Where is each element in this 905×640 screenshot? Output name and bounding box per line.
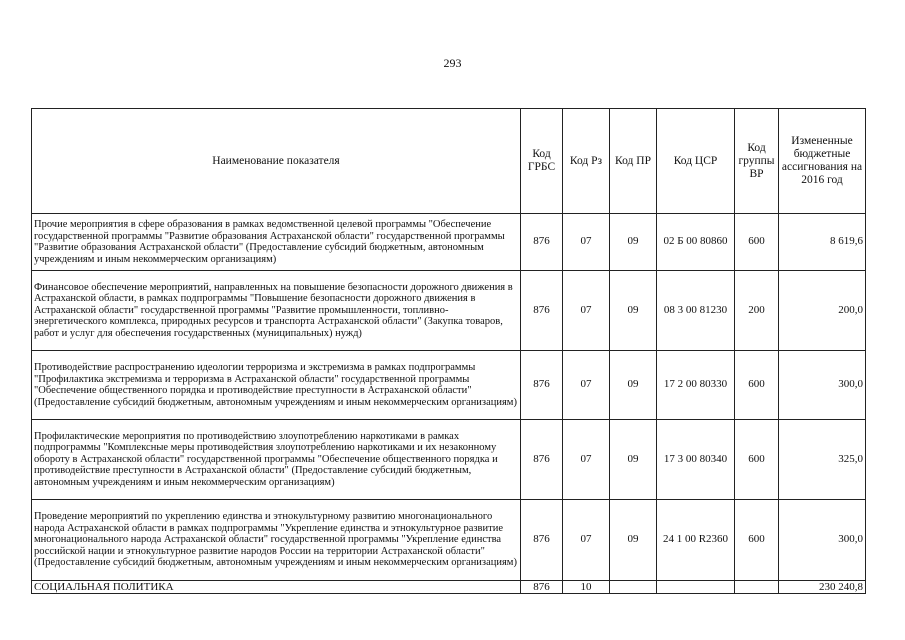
row-vr: 600 <box>735 500 779 581</box>
row-grbs: 876 <box>521 214 563 271</box>
row-name: Профилактические мероприятия по противодействию злоупотреблению наркотиками в рамках подпрограммы "Комплексные меры противодействия злоупотреблению наркотиками и их незаконному обороту в Астраханской области" государственной программы "Обеспечение общественного порядка и противодействие преступности в Астраханской области" (Предоставление субсидий бюджетным, автономным учреждениям и иным некоммерческим организациям) <box>32 420 521 500</box>
row-name: Противодействие распространению идеологии терроризма и экстремизма в рамках подпрограммы "Профилактика экстремизма и терроризма в Астраханской области" государственной программы "Обеспечение общественного порядка и противодействие преступности в Астраханской области" (Предоставление субсидий бюджетным, автономным учреждениям и иным некоммерческим организациям) <box>32 351 521 420</box>
row-name: Финансовое обеспечение мероприятий, направленных на повышение безопасности дорожного движения в Астраханской области, в рамках подпрограммы "Повышение безопасности дорожного движения в Астраханской области" государственной программы "Развитие промышленности, топливно-энергетического комплекса, природных ресурсов и транспорта Астраханской области" (Закупка товаров, работ и услуг для обеспечения государственных (муниципальных) нужд) <box>32 271 521 351</box>
row-pr: 09 <box>610 500 657 581</box>
total-csr <box>657 581 735 594</box>
row-amount: 8 619,6 <box>779 214 866 271</box>
total-grbs: 876 <box>521 581 563 594</box>
row-rz: 07 <box>563 351 610 420</box>
header-vr: Код группы ВР <box>735 109 779 214</box>
total-row <box>32 581 866 594</box>
row-rz: 07 <box>563 420 610 500</box>
total-amount: 230 240,8 <box>779 581 866 594</box>
header-rz: Код Рз <box>563 109 610 214</box>
total-rz: 10 <box>563 581 610 594</box>
row-pr: 09 <box>610 351 657 420</box>
row-vr: 600 <box>735 420 779 500</box>
row-amount: 325,0 <box>779 420 866 500</box>
row-rz: 07 <box>563 214 610 271</box>
row-pr: 09 <box>610 271 657 351</box>
row-csr: 17 3 00 80340 <box>657 420 735 500</box>
row-grbs: 876 <box>521 420 563 500</box>
row-csr: 17 2 00 80330 <box>657 351 735 420</box>
row-name: Прочие мероприятия в сфере образования в рамках ведомственной целевой программы "Обеспечение государственной программы "Развитие образования Астраханской области" государственной программы "Развитие образования Астраханской области" (Предоставление субсидий бюджетным, автономным учреждениям и иным некоммерческим организациям) <box>32 214 521 271</box>
table-row <box>32 420 866 500</box>
header-row <box>32 109 866 214</box>
row-csr: 08 3 00 81230 <box>657 271 735 351</box>
row-vr: 600 <box>735 351 779 420</box>
header-amount: Измененные бюджетные ассигнования на 2016 год <box>779 109 866 214</box>
row-vr: 600 <box>735 214 779 271</box>
row-rz: 07 <box>563 271 610 351</box>
row-grbs: 876 <box>521 500 563 581</box>
row-grbs: 876 <box>521 351 563 420</box>
total-name: СОЦИАЛЬНАЯ ПОЛИТИКА <box>32 581 521 594</box>
row-amount: 200,0 <box>779 271 866 351</box>
table-row <box>32 214 866 271</box>
row-vr: 200 <box>735 271 779 351</box>
row-csr: 02 Б 00 80860 <box>657 214 735 271</box>
header-pr: Код ПР <box>610 109 657 214</box>
row-csr: 24 1 00 R2360 <box>657 500 735 581</box>
header-csr: Код ЦСР <box>657 109 735 214</box>
row-amount: 300,0 <box>779 500 866 581</box>
row-pr: 09 <box>610 420 657 500</box>
row-name: Проведение мероприятий по укреплению единства и этнокультурному развитию многонационального народа Астраханской области в рамках подпрограммы "Укрепление единства и этнокультурное развитие многонационального народа Астраханской области" государственной программы "Укрепление единства российской нации и этнокультурное развитие народов России на территории Астраханской области" (Предоставление субсидий бюджетным, автономным учреждениям и иным некоммерческим организациям) <box>32 500 521 581</box>
budget-table <box>31 108 866 594</box>
table-row <box>32 500 866 581</box>
row-grbs: 876 <box>521 271 563 351</box>
header-grbs: Код ГРБС <box>521 109 563 214</box>
row-rz: 07 <box>563 500 610 581</box>
total-vr <box>735 581 779 594</box>
page-number: 293 <box>443 56 462 70</box>
row-pr: 09 <box>610 214 657 271</box>
row-amount: 300,0 <box>779 351 866 420</box>
table-row <box>32 351 866 420</box>
header-name: Наименование показателя <box>32 109 521 214</box>
table-row <box>32 271 866 351</box>
total-pr <box>610 581 657 594</box>
